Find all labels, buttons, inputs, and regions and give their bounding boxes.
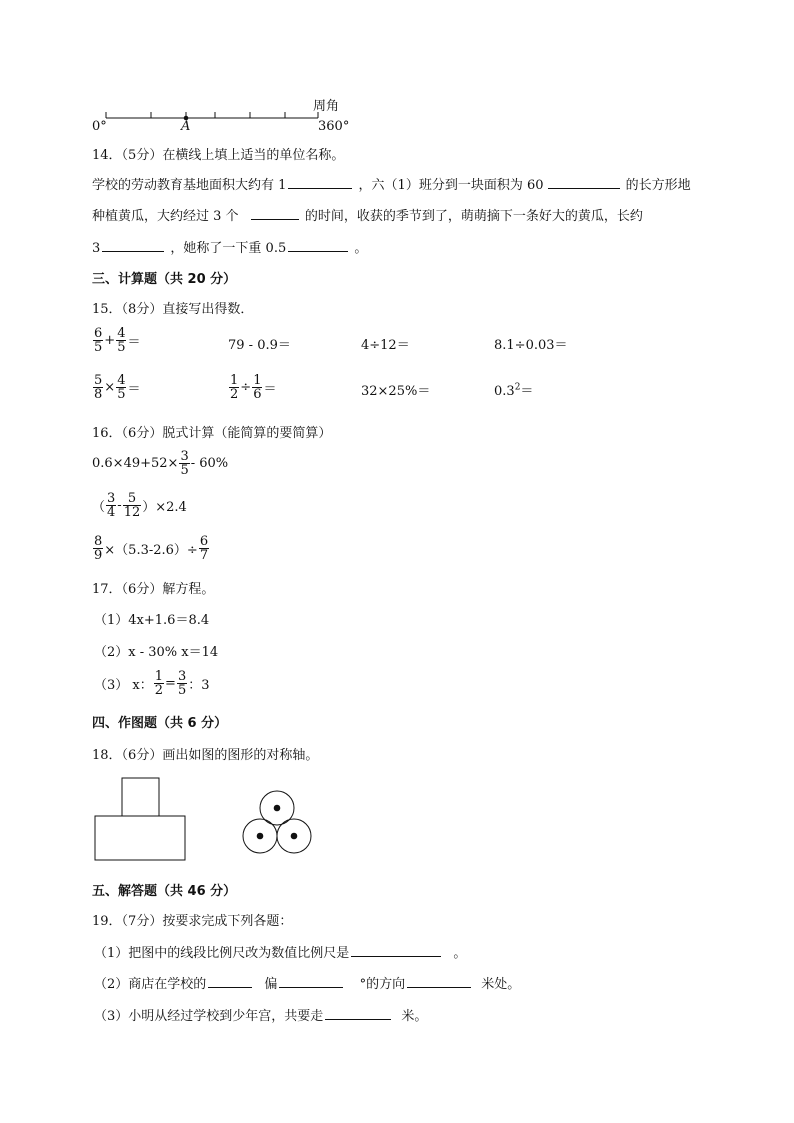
numerator: 8 [94, 534, 103, 549]
q14-line2-text-a: 种植黄瓜，大约经过 3 个 [92, 209, 239, 224]
q14-line3-text-b: ，她称了一下重 0.5 [170, 241, 287, 256]
denominator: 5 [180, 463, 189, 478]
q18-header: 18．（6分）画出如图的图形的对称轴。 [92, 748, 319, 763]
q16-e3-frac-1 [93, 535, 103, 562]
q14-blank-3[interactable] [251, 206, 299, 220]
exponent: 2 [514, 382, 521, 393]
q15-item-r2c2 [228, 374, 276, 401]
numerator: 3 [107, 491, 116, 506]
numerator: 5 [123, 492, 142, 506]
equals: ＝ [127, 382, 141, 397]
numerator: 3 [177, 669, 187, 684]
q16-e2-frac-2 [123, 492, 142, 519]
q15-r1c1-frac-2 [116, 327, 126, 354]
expr-text: 0.6×49+52× [92, 456, 179, 471]
number-line-end-label: 360° [318, 119, 350, 134]
q15-item-r1c3: 4÷12＝ [361, 338, 410, 353]
q14-line3-text-c: 。 [354, 241, 368, 256]
numerator: 6 [94, 326, 103, 341]
q16-e3-frac-2 [199, 535, 209, 562]
q19-part-2 [94, 973, 520, 992]
small-square-shape [122, 778, 159, 816]
base: 0.3 [494, 384, 515, 399]
top-circle-center-dot [274, 805, 281, 812]
q15-r2c1-frac-1 [93, 374, 103, 401]
equals: ＝ [127, 335, 141, 350]
q19-header: 19．（7分）按要求完成下列各题： [92, 914, 293, 929]
q14-blank-5[interactable] [288, 238, 348, 252]
denominator: 2 [154, 683, 164, 698]
q17-equation-3 [94, 670, 210, 697]
number-line-point-label: A [181, 119, 191, 134]
denominator: 12 [123, 505, 141, 520]
denominator: 9 [94, 548, 103, 563]
q15-item-r1c2: 79 - 0.9＝ [228, 338, 291, 353]
q14-line3-text-a: 3 [92, 241, 101, 256]
q17-eq3-frac-1 [154, 670, 164, 697]
q18-figures [90, 774, 330, 864]
numerator: 5 [94, 373, 103, 388]
q19-blank-1[interactable] [351, 943, 441, 957]
close-paren: ）×2.4 [142, 500, 187, 515]
denominator: 6 [253, 387, 262, 402]
operator: - [117, 498, 122, 513]
q15-item-r1c1 [92, 327, 140, 354]
q16-expression-2 [92, 492, 187, 519]
q14-line2-text-b: 的时间，收获的季节到了，萌萌摘下一条好大的黄瓜，长约 [304, 209, 643, 224]
expr-text: - 60% [190, 456, 229, 471]
part-text: 。 [453, 946, 467, 961]
q19-part-3 [94, 1005, 427, 1024]
q14-blank-2[interactable] [548, 175, 620, 189]
q15-r2c1-frac-2 [116, 374, 126, 401]
q19-blank-3[interactable] [279, 974, 343, 988]
denominator: 5 [117, 340, 126, 355]
q19-blank-5[interactable] [325, 1006, 391, 1020]
part-text: （1）把图中的线段比例尺改为数值比例尺是 [94, 946, 350, 961]
part-text: 米。 [401, 1009, 428, 1024]
q15-item-r2c1 [92, 374, 140, 401]
denominator: 5 [94, 340, 103, 355]
q17-equation-2: （2）x - 30% x＝14 [94, 645, 219, 660]
denominator: 7 [199, 548, 209, 563]
q14-blank-4[interactable] [102, 238, 164, 252]
q14-line1-text-b: ，六（1）班分到一块面积为 60 [358, 178, 544, 193]
q14-header: 14．（5分）在横线上填上适当的单位名称。 [92, 148, 345, 163]
section3-title: 三、计算题（共 20 分） [92, 272, 237, 287]
numerator: 1 [253, 373, 262, 388]
equals: ＝ [520, 384, 534, 399]
part-text: 米处。 [481, 977, 521, 992]
part-text: °的方向 [359, 977, 406, 992]
q17-equation-1: （1）4x+1.6＝8.4 [94, 613, 210, 628]
q14-blank-1[interactable] [288, 175, 352, 189]
eq-text: ：3 [188, 678, 210, 693]
right-circle-center-dot [291, 833, 298, 840]
number-line-start-label: 0° [92, 119, 107, 134]
section5-title: 五、解答题（共 46 分） [92, 884, 237, 899]
q14-line3 [92, 237, 367, 256]
expr-text: ×（5.3-2.6）÷ [104, 543, 198, 558]
operator: × [104, 380, 116, 395]
open-paren: （ [92, 500, 106, 515]
q16-expression-1 [92, 450, 228, 477]
q14-line2 [92, 205, 643, 224]
equals: = [165, 676, 176, 691]
number-line-axis-label: 周角 [313, 99, 340, 114]
q15-r2c2-frac-2 [252, 374, 262, 401]
q16-e2-frac-1 [106, 492, 116, 519]
q15-header: 15．（8分）直接写出得数． [92, 302, 254, 317]
part-text: 偏 [264, 977, 278, 992]
operator: + [104, 333, 116, 348]
denominator: 5 [177, 683, 187, 698]
q15-r1c1-frac-1 [93, 327, 103, 354]
q14-line1 [92, 174, 691, 193]
equals: ＝ [263, 382, 277, 397]
numerator: 6 [199, 534, 209, 549]
eq-text: （3） x： [94, 678, 153, 693]
denominator: 4 [107, 505, 116, 520]
denominator: 2 [230, 387, 239, 402]
q15-item-r2c4 [494, 380, 533, 399]
q14-line1-text-a: 学校的劳动教育基地面积大约有 1 [92, 178, 287, 193]
q17-eq3-frac-2 [177, 670, 187, 697]
q16-header: 16．（6分）脱式计算（能简算的要简算） [92, 426, 332, 441]
q19-blank-4[interactable] [407, 974, 471, 988]
denominator: 5 [117, 387, 126, 402]
q19-part-1 [94, 942, 466, 961]
section4-title: 四、作图题（共 6 分） [92, 716, 228, 731]
large-rectangle-shape [95, 816, 185, 860]
part-text: （2）商店在学校的 [94, 977, 207, 992]
q15-item-r1c4: 8.1÷0.03＝ [494, 338, 568, 353]
numerator: 1 [230, 373, 239, 388]
q19-blank-2[interactable] [208, 974, 252, 988]
numerator: 1 [154, 669, 164, 684]
q15-item-r2c3: 32×25%＝ [361, 384, 431, 399]
numerator: 4 [117, 326, 126, 341]
left-circle-center-dot [257, 833, 264, 840]
numerator: 3 [180, 449, 189, 464]
q17-header: 17．（6分）解方程。 [92, 582, 215, 597]
q16-e1-frac [179, 450, 189, 477]
operator: ÷ [240, 380, 252, 395]
denominator: 8 [94, 387, 103, 402]
q16-expression-3 [92, 535, 210, 562]
q15-r2c2-frac-1 [229, 374, 239, 401]
numerator: 4 [117, 373, 126, 388]
part-text: （3）小明从经过学校到少年宫，共要走 [94, 1009, 324, 1024]
q14-line1-text-c: 的长方形地 [625, 178, 691, 193]
